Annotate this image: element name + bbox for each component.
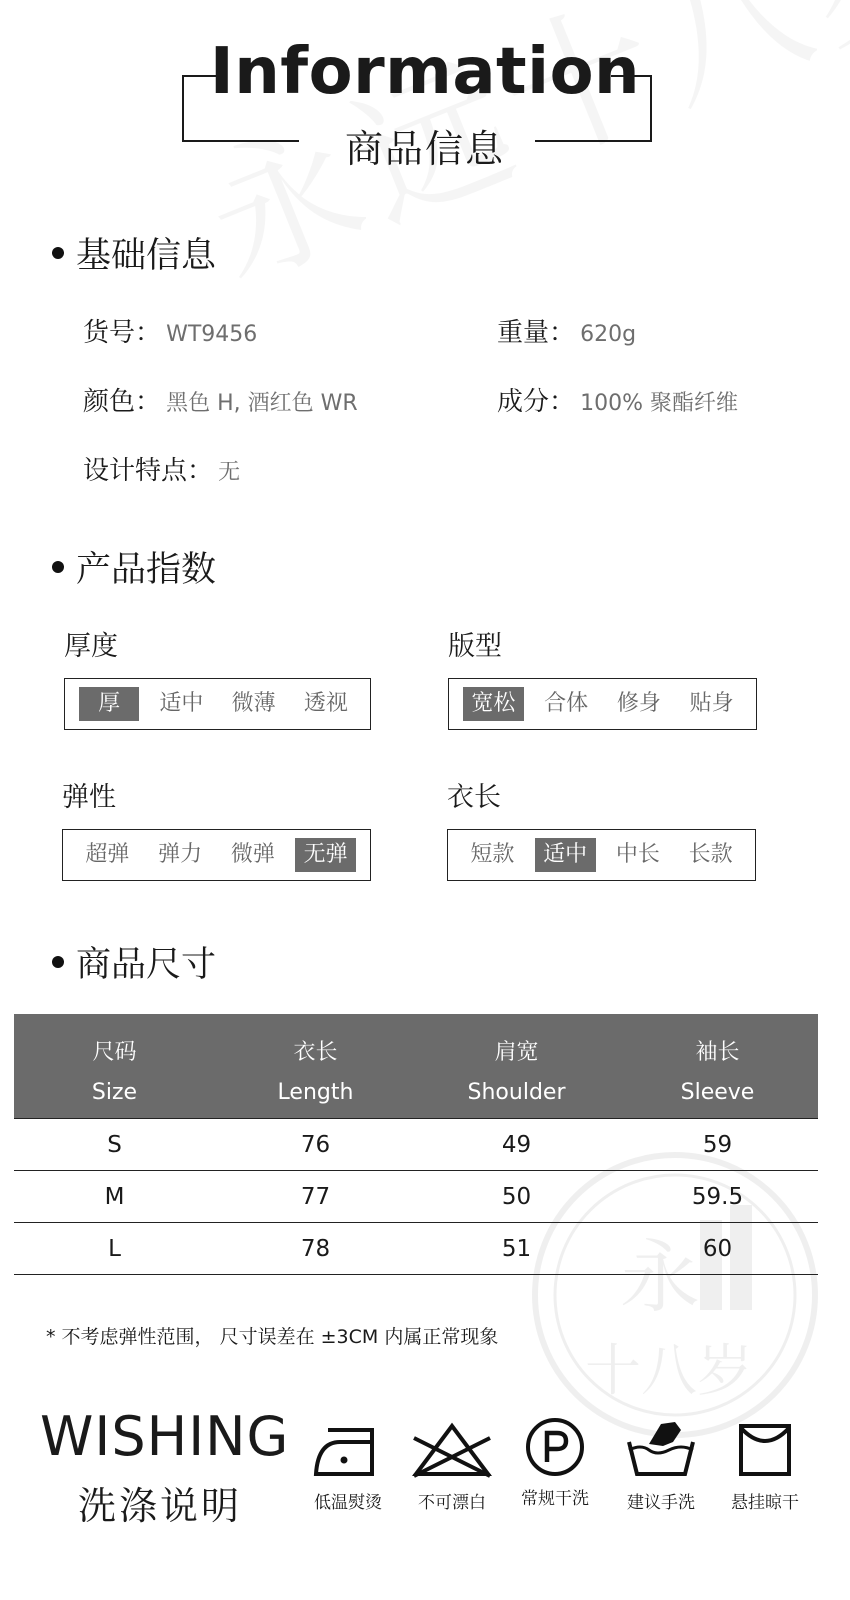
wash-label: 常规干洗 [521,1489,589,1509]
index-option-selected: 适中 [535,838,596,872]
table-cell: L [14,1223,215,1275]
table-header-cell: Size [14,1066,215,1119]
no-bleach-icon [408,1420,496,1478]
table-cell: 50 [416,1171,617,1223]
info-item-color [83,381,358,418]
table-cell: 59 [617,1119,818,1171]
wash-label: 建议手洗 [627,1493,695,1513]
index-label-elasticity: 弹性 [62,782,116,813]
index-options-thickness [64,678,371,730]
wash-label: 低温熨烫 [314,1493,382,1513]
table-row [14,1119,818,1171]
washing-subtitle: 洗涤说明 [78,1484,243,1528]
iron-low-icon [310,1420,386,1478]
index-option: 修身 [616,691,661,716]
info-value: 100% 聚酯纤维 [580,391,738,416]
hang-dry-icon [735,1420,795,1478]
page-title: Information [209,35,641,109]
table-cell: 77 [215,1171,416,1223]
index-options-elasticity [62,829,371,881]
size-table [14,1014,818,1275]
section-size-heading [52,937,216,987]
table-cell: 78 [215,1223,416,1275]
wash-item-iron [296,1420,400,1513]
table-row [14,1223,818,1275]
bullet-dot-icon [52,247,64,259]
table-cell: 49 [416,1119,617,1171]
table-header-cell: 尺码 [14,1014,215,1066]
index-option: 中长 [615,842,660,867]
dry-clean-p-icon [524,1416,586,1478]
index-option: 合体 [544,691,589,716]
info-item-design [83,450,240,487]
bullet-dot-icon [52,561,64,573]
index-label-fit: 版型 [448,631,502,662]
wash-item-hangdry [713,1420,817,1513]
table-header-cell: 肩宽 [416,1014,617,1066]
index-option-selected: 宽松 [463,687,524,721]
info-label: 货号： [83,318,162,348]
table-row [14,1171,818,1223]
wash-item-dryclean [503,1420,607,1509]
index-option: 短款 [470,842,515,867]
info-value: 黑色 H, 酒红色 WR [166,391,358,416]
table-cell: 59.5 [617,1171,818,1223]
seal-char-top: 永 [620,1231,700,1324]
table-header-cell: Shoulder [416,1066,617,1119]
index-option-selected: 厚 [79,687,139,721]
table-header-row-en [14,1066,818,1119]
info-item-sku [83,312,257,349]
info-value: 620g [580,322,637,347]
info-value: 无 [218,460,241,485]
table-cell: 76 [215,1119,416,1171]
table-cell: 60 [617,1223,818,1275]
index-option: 微薄 [231,691,276,716]
seal-char-bottom: 十八岁 [585,1339,753,1404]
index-option: 长款 [688,842,733,867]
table-header-cell: Sleeve [617,1066,818,1119]
section-title: 商品尺寸 [76,945,217,985]
wash-label: 不可漂白 [418,1493,486,1513]
index-option: 微弹 [230,842,275,867]
info-value: WT9456 [166,322,258,347]
index-option: 超弹 [85,842,130,867]
section-title: 基础信息 [76,236,217,276]
info-label: 颜色： [83,387,162,417]
bullet-dot-icon [52,956,64,968]
table-cell: 51 [416,1223,617,1275]
index-options-fit [448,678,757,730]
washing-title: WISHING [40,1405,290,1468]
table-header-cell: 衣长 [215,1014,416,1066]
section-product-index-heading [52,542,216,592]
table-header-cell: 袖长 [617,1014,818,1066]
table-header-row-cn [14,1014,818,1066]
wash-label: 悬挂晾干 [731,1493,799,1513]
info-label: 设计特点： [83,456,214,486]
index-label-length: 衣长 [447,782,501,813]
index-label-thickness: 厚度 [64,631,118,662]
index-option: 适中 [159,691,204,716]
hand-wash-icon [623,1420,699,1478]
index-option: 弹力 [158,842,203,867]
section-basic-info-heading [52,228,216,278]
table-cell: S [14,1119,215,1171]
info-label: 重量： [497,318,576,348]
page-subtitle: 商品信息 [344,127,505,171]
section-title: 产品指数 [76,550,217,590]
table-cell: M [14,1171,215,1223]
index-option: 贴身 [689,691,734,716]
index-option-selected: 无弹 [295,838,356,872]
wash-item-handwash [609,1420,713,1513]
index-option: 透视 [303,691,348,716]
table-header-cell: Length [215,1066,416,1119]
info-label: 成分： [497,387,576,417]
info-item-weight [497,312,636,349]
size-note: * 不考虑弹性范围， 尺寸误差在 ±3CM 内属正常现象 [46,1326,499,1348]
index-options-length [447,829,756,881]
wash-item-bleach [400,1420,504,1513]
info-item-material [497,381,738,418]
